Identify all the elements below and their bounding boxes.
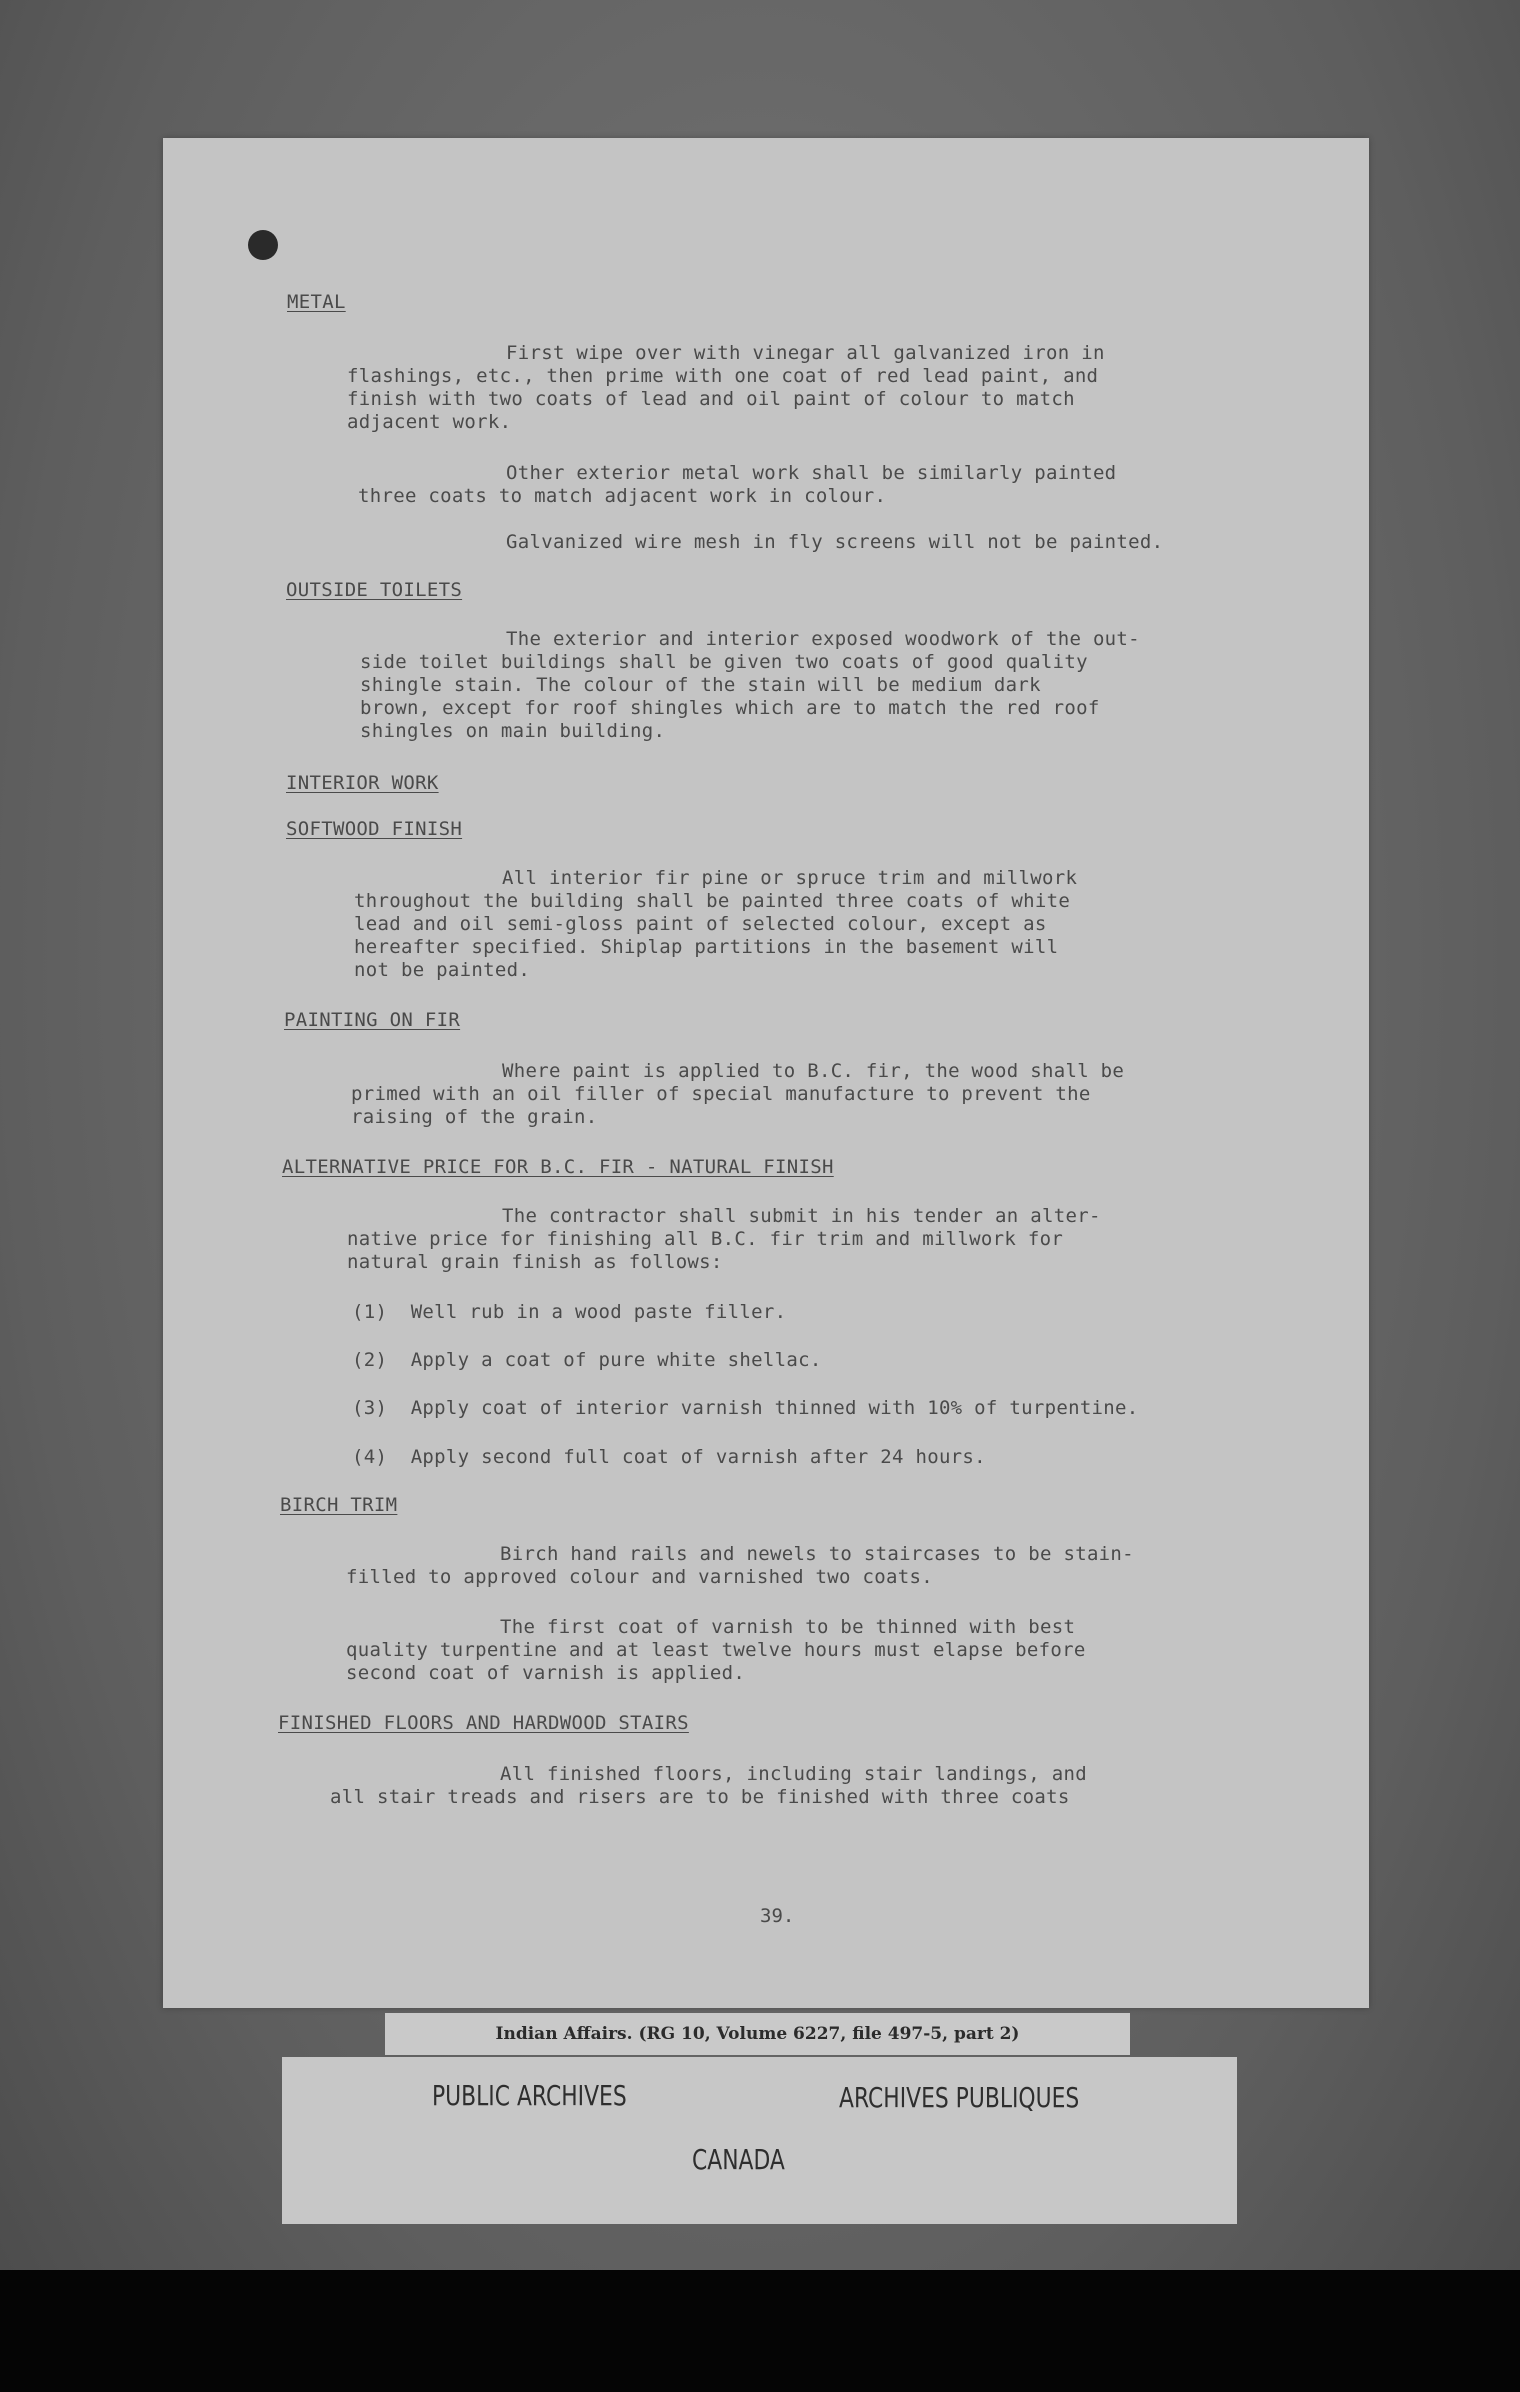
- body-text-line: second coat of varnish is applied.: [346, 1662, 746, 1684]
- body-text-line: adjacent work.: [347, 411, 512, 433]
- body-text-line: three coats to match adjacent work in colour.: [358, 485, 887, 507]
- body-text-line: lead and oil semi-gloss paint of selected colour, except as: [354, 913, 1047, 935]
- body-text-line: all stair treads and risers are to be finished with three coats: [330, 1786, 1070, 1808]
- body-text-line: filled to approved colour and varnished two coats.: [346, 1566, 933, 1588]
- body-text-line: Where paint is applied to B.C. fir, the wood shall be: [502, 1060, 1125, 1082]
- archive-reference-label: Indian Affairs. (RG 10, Volume 6227, file 497-5, part 2): [385, 2013, 1130, 2055]
- archives-stamp: [282, 2057, 1237, 2224]
- body-text-line: (4) Apply second full coat of varnish after 24 hours.: [352, 1446, 986, 1468]
- section-heading: METAL: [287, 291, 346, 313]
- body-text-line: native price for finishing all B.C. fir trim and millwork for: [347, 1228, 1064, 1250]
- body-text-line: The first coat of varnish to be thinned with best: [500, 1616, 1076, 1638]
- body-text-line: Birch hand rails and newels to staircases to be stain-: [500, 1543, 1134, 1565]
- body-text-line: Other exterior metal work shall be similarly painted: [506, 462, 1117, 484]
- section-heading: INTERIOR WORK: [286, 772, 439, 794]
- body-text-line: The contractor shall submit in his tender an alter-: [502, 1205, 1101, 1227]
- section-heading: OUTSIDE TOILETS: [286, 579, 463, 601]
- body-text-line: All interior fir pine or spruce trim and millwork: [502, 867, 1078, 889]
- scan-border: [0, 2270, 1520, 2392]
- body-text-line: flashings, etc., then prime with one coat of red lead paint, and: [347, 365, 1099, 387]
- body-text-line: All finished floors, including stair landings, and: [500, 1763, 1087, 1785]
- body-text-line: hereafter specified. Shiplap partitions in the basement will: [354, 936, 1059, 958]
- body-text-line: (1) Well rub in a wood paste filler.: [352, 1301, 787, 1323]
- body-text-line: primed with an oil filler of special manufacture to prevent the: [351, 1083, 1091, 1105]
- body-text-line: shingle stain. The colour of the stain will be medium dark: [360, 674, 1041, 696]
- stamp-public-archives: PUBLIC ARCHIVES: [432, 2079, 627, 2112]
- body-text-line: throughout the building shall be painted three coats of white: [354, 890, 1071, 912]
- section-heading: ALTERNATIVE PRICE FOR B.C. FIR - NATURAL FINISH: [282, 1156, 834, 1178]
- body-text-line: quality turpentine and at least twelve hours must elapse before: [346, 1639, 1086, 1661]
- body-text-line: Galvanized wire mesh in fly screens will not be painted.: [506, 531, 1164, 553]
- body-text-line: raising of the grain.: [351, 1106, 598, 1128]
- section-heading: SOFTWOOD FINISH: [286, 818, 463, 840]
- body-text-line: First wipe over with vinegar all galvanized iron in: [506, 342, 1105, 364]
- punch-hole: [248, 230, 278, 260]
- body-text-line: finish with two coats of lead and oil paint of colour to match: [347, 388, 1075, 410]
- stamp-archives-publiques: ARCHIVES PUBLIQUES: [839, 2081, 1080, 2114]
- body-text-line: (2) Apply a coat of pure white shellac.: [352, 1349, 822, 1371]
- body-text-line: natural grain finish as follows:: [347, 1251, 723, 1273]
- section-heading: FINISHED FLOORS AND HARDWOOD STAIRS: [278, 1712, 689, 1734]
- stamp-canada: CANADA: [692, 2143, 785, 2176]
- section-heading: PAINTING ON FIR: [284, 1009, 461, 1031]
- body-text-line: not be painted.: [354, 959, 531, 981]
- body-text-line: (3) Apply coat of interior varnish thinned with 10% of turpentine.: [352, 1397, 1139, 1419]
- body-text-line: shingles on main building.: [360, 720, 666, 742]
- body-text-line: brown, except for roof shingles which are to match the red roof: [360, 697, 1100, 719]
- body-text-line: side toilet buildings shall be given two coats of good quality: [360, 651, 1088, 673]
- section-heading: BIRCH TRIM: [280, 1494, 398, 1516]
- body-text-line: The exterior and interior exposed woodwork of the out-: [506, 628, 1140, 650]
- page-number: 39.: [760, 1905, 795, 1927]
